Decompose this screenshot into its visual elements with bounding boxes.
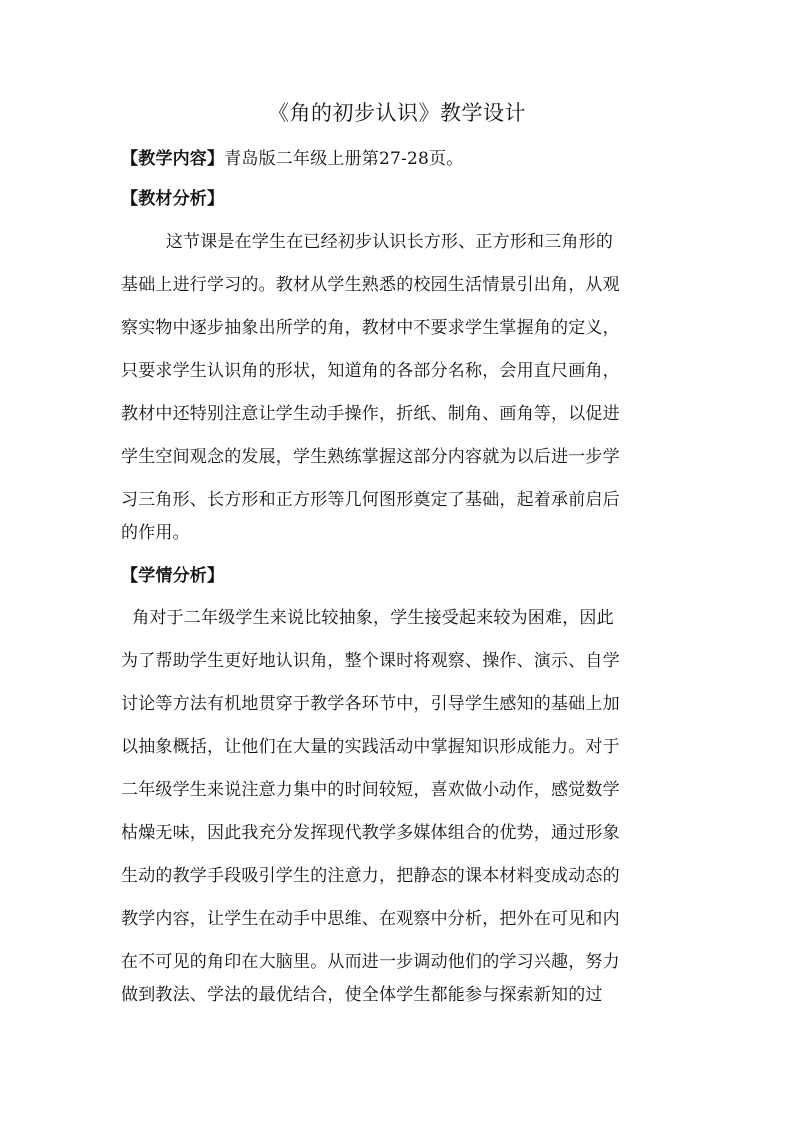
teaching-content-label: 【教学内容】 bbox=[121, 149, 225, 169]
material-analysis-line-8: 的作用。 bbox=[121, 523, 190, 543]
material-analysis-line-5: 教材中还特别注意让学生动手操作，折纸、制角、画角等，以促进 bbox=[121, 404, 620, 424]
teaching-content-line bbox=[121, 148, 681, 170]
learning-analysis-line-10: 做到教法、学法的最优结合，使全体学生都能参与探索新知的过 bbox=[121, 985, 603, 1005]
material-analysis-line-3: 察实物中逐步抽象出所学的角，教材中不要求学生掌握角的定义， bbox=[121, 318, 620, 338]
learning-analysis-line-2: 为了帮助学生更好地认识角，整个课时将观察、操作、演示、自学 bbox=[121, 651, 620, 671]
material-analysis-heading: 【教材分析】 bbox=[121, 189, 225, 209]
learning-analysis-line-8: 教学内容，让学生在动手中思维、在观察中分析，把外在可见和内 bbox=[121, 909, 620, 929]
learning-analysis-line-7: 生动的教学手段吸引学生的注意力，把静态的课本材料变成动态的 bbox=[121, 866, 620, 886]
learning-analysis-line-4: 以抽象概括，让他们在大量的实践活动中掌握知识形成能力。对于 bbox=[121, 737, 620, 757]
material-analysis-line-4: 只要求学生认识角的形状，知道角的各部分名称，会用直尺画角， bbox=[121, 361, 620, 381]
learning-analysis-line-5: 二年级学生来说注意力集中的时间较短，喜欢做小动作，感觉数学 bbox=[121, 780, 620, 800]
material-analysis-line-2: 基础上进行学习的。教材从学生熟悉的校园生活情景引出角，从观 bbox=[121, 275, 620, 295]
document-title: 《角的初步认识》教学设计 bbox=[268, 101, 526, 125]
learning-analysis-line-1: 角对于二年级学生来说比较抽象，学生接受起来较为困难，因此 bbox=[121, 608, 614, 628]
learning-analysis-line-9: 在不可见的角印在大脑里。从而进一步调动他们的学习兴趣，努力 bbox=[121, 952, 620, 972]
learning-analysis-line-6: 枯燥无味，因此我充分发挥现代教学多媒体组合的优势，通过形象 bbox=[121, 823, 620, 843]
teaching-content-text: 青岛版二年级上册第27-28页。 bbox=[224, 149, 464, 169]
learning-analysis-heading: 【学情分析】 bbox=[121, 566, 225, 586]
material-analysis-line-6: 学生空间观念的发展，学生熟练掌握这部分内容就为以后进一步学 bbox=[121, 447, 620, 467]
material-analysis-line-1: 这节课是在学生在已经初步认识长方形、正方形和三角形的 bbox=[121, 232, 614, 252]
learning-analysis-line-3: 讨论等方法有机地贯穿于教学各环节中，引导学生感知的基础上加 bbox=[121, 694, 620, 714]
material-analysis-line-7: 习三角形、长方形和正方形等几何图形奠定了基础，起着承前启后 bbox=[121, 490, 620, 510]
